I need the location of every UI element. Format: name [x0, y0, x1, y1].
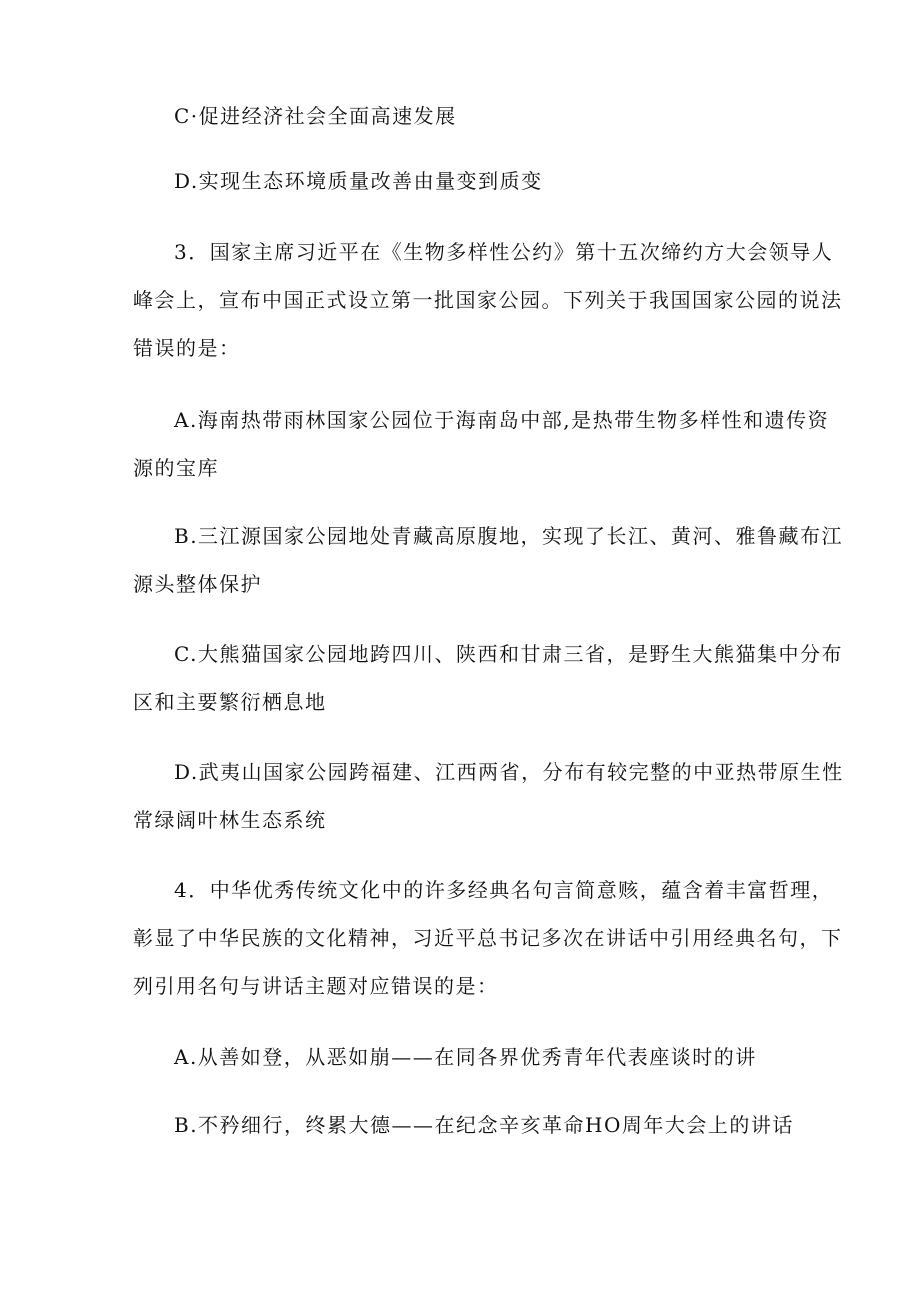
- q3-option-d-line: 常绿阔叶林生态系统: [133, 808, 327, 832]
- q3-stem-line: 3．国家主席习近平在《生物多样性公约》第十五次缔约方大会领导人: [174, 240, 834, 264]
- q4-stem-line: 4．中华优秀传统文化中的许多经典名句言简意赅，蕴含着丰富哲理，: [174, 878, 834, 902]
- q3-option-a-line: 源的宝库: [133, 456, 219, 480]
- q3-option-a-line: A.海南热带雨林国家公园位于海南岛中部,是热带生物多样性和遗传资: [174, 408, 830, 432]
- q3-option-b-line: B.三江源国家公园地处青藏高原腹地，实现了长江、黄河、雅鲁藏布江: [174, 524, 844, 548]
- q3-option-d-line: D.武夷山国家公园跨福建、江西两省，分布有较完整的中亚热带原生性: [174, 760, 844, 784]
- q4-option-b-line: B.不矜细行，终累大德——在纪念辛亥革命HO周年大会上的讲话: [174, 1113, 794, 1137]
- q3-option-c-line: 区和主要繁衍栖息地: [133, 690, 327, 714]
- q3-stem-line: 错误的是：: [133, 336, 241, 360]
- q2-option-c: C·促进经济社会全面高速发展: [174, 104, 457, 128]
- q4-option-a-line: A.从善如登，从恶如崩——在同各界优秀青年代表座谈时的讲: [174, 1045, 757, 1069]
- q2-option-d: D.实现生态环境质量改善由量变到质变: [174, 169, 543, 193]
- q3-option-b-line: 源头整体保护: [133, 572, 262, 596]
- q4-stem-line: 列引用名句与讲话主题对应错误的是：: [133, 974, 499, 998]
- q3-stem-line: 峰会上，宣布中国正式设立第一批国家公园。下列关于我国国家公园的说法: [133, 288, 843, 312]
- q4-stem-line: 彰显了中华民族的文化精神，习近平总书记多次在讲话中引用经典名句，下: [133, 926, 843, 950]
- q3-option-c-line: C.大熊猫国家公园地跨四川、陕西和甘肃三省，是野生大熊猫集中分布: [174, 642, 843, 666]
